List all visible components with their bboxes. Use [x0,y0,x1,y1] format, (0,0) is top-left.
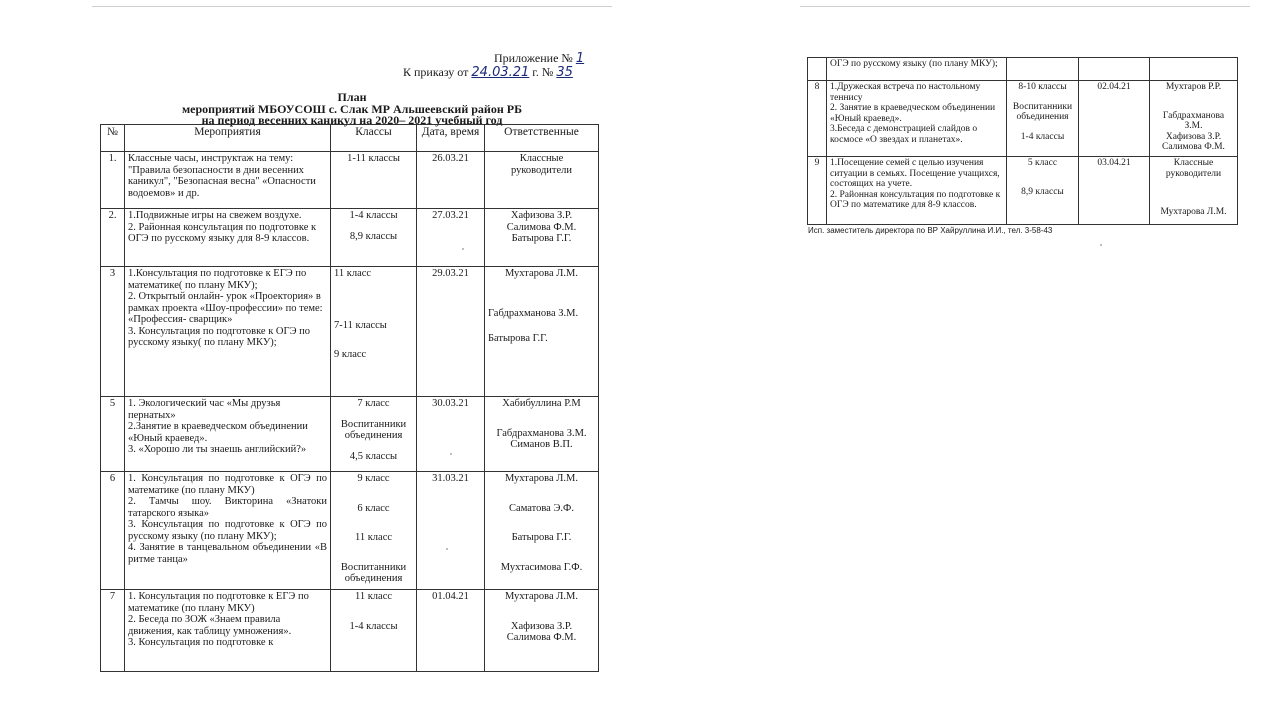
class-item: Воспитанники объединения [1012,101,1073,122]
row-responsible [485,152,599,209]
plan-table-continued [807,57,1238,225]
row-events [125,209,331,267]
row-classes [331,472,417,590]
plan-table [100,124,599,672]
class-item: 11 класс [354,591,393,602]
order-line [403,65,573,80]
table-row [101,152,599,209]
row-classes [1007,58,1079,81]
responsible-item: Классные руководители [1165,158,1222,179]
class-item: 5 класс [1027,158,1058,168]
class-item: 7 класс [357,398,390,409]
plan-title: План [337,90,367,104]
class-item: 1-4 классы [349,210,398,221]
row-classes [331,397,417,472]
responsible-item: Симанов В.П. [510,439,573,450]
class-item: 1-11 классы [347,153,400,164]
row-classes [1007,157,1079,225]
document-page-2 [800,0,1250,240]
row-events [827,81,1007,157]
row-date: 31.03.21 [417,472,485,590]
class-item: 9 класс [334,349,367,360]
row-classes [331,209,417,267]
responsible-item: Салимова Ф.М. [506,632,577,643]
class-item: 7-11 классы [334,319,387,331]
responsible-item: Хафизова З.Р. [1165,131,1222,142]
responsible-item: Габдрахманова З.М. [1162,110,1225,131]
row-date: 26.03.21 [417,152,485,209]
column-header-events: Мероприятия [125,125,331,152]
table-row [808,58,1238,81]
row-events [125,267,331,397]
row-date: 30.03.21 [417,397,485,472]
responsible-item: Мухтарова Л.М. [504,473,578,484]
responsible-item: Мухтарова Л.М. [504,591,578,602]
responsible-item: Салимова Ф.М. [1162,142,1225,152]
event-item: 3. «Хорошо ли ты знаешь английский?» [128,444,307,455]
plan-period: на период весенних каникул на 2020– 2021 учебный год [201,113,503,127]
row-responsible [1150,157,1238,225]
order-date-handwritten: 24.03.21 [471,65,530,80]
scan-speck [1100,244,1102,246]
responsible-item: Мухтарова Л.М. [504,268,578,279]
class-item: 6 класс [357,502,390,514]
responsible-item: Хафизова З.Р. [510,210,573,221]
table-row [808,81,1238,157]
row-events [125,590,331,672]
row-events [125,472,331,590]
row-date: 01.04.21 [417,590,485,672]
column-header-classes: Классы [331,125,417,152]
row-number: 5 [101,397,125,472]
event-item: 2. Районная консультация по подготовке к ОГЭ по русскому языку для 8-9 классов. [128,221,317,244]
row-number: 3 [101,267,125,397]
class-item: 8-10 классы [1018,82,1067,92]
row-number: 2. [101,209,125,267]
event-item: 1. Экологический час «Мы друзья пернатых» [128,398,281,421]
row-date [1079,58,1150,81]
class-item: Воспитанники объединения [340,561,407,584]
row-responsible [485,397,599,472]
class-item: 4,5 классы [349,450,398,462]
row-number [808,58,827,81]
row-number: 8 [808,81,827,157]
row-responsible [485,590,599,672]
row-number: 9 [808,157,827,225]
table-row [101,267,599,397]
plan-subtitle: мероприятий МБОУСОШ с. Слак МР Альшеевский район РБ [182,102,522,116]
responsible-item: Батырова Г.Г. [511,532,572,543]
row-date: 02.04.21 [1079,81,1150,157]
event-item: 2.Занятие в краеведческом объединении «Юный краевед». [128,421,308,444]
appendix-label: Приложение № [494,51,573,65]
table-row [808,157,1238,225]
row-events [827,157,1007,225]
row-responsible [1150,81,1238,157]
row-classes [331,590,417,672]
row-classes [1007,81,1079,157]
responsible-item: Хабибуллина Р.М [502,398,581,409]
class-item: 11 класс [334,268,372,279]
event-item: 1. Консультация по подготовке к ЕГЭ по математике (по плану МКУ) [128,591,309,614]
scan-speck [462,248,464,250]
class-item: Воспитанники объединения [340,418,407,441]
class-item: 1-4 классы [349,620,398,632]
responsible-item: Мухтарова Л.М. [1160,207,1227,217]
executor-note: Исп. заместитель директора по ВР Хайруллина И.И., тел. 3-58-43 [808,226,1053,235]
responsible-item: Габдрахманова З.М. [496,427,587,439]
row-events [125,152,331,209]
document-page-1 [92,0,612,720]
class-item: 8,9 классы [1021,186,1064,197]
order-mid: г. № [532,65,554,79]
event-item: 1.Подвижные игры на свежем воздухе. [128,210,302,221]
column-header-date: Дата, время [417,125,485,152]
column-header-number: № [101,125,125,152]
event-item: 4. Занятие в танцевальном объединении «В ритме танца» [128,542,327,565]
event-item: Классные часы, инструктаж на тему: "Правила безопасности в дни весенних каникул", "Безопасная весна" «Опасности водоемов» и др. [128,153,316,199]
row-date: 03.04.21 [1079,157,1150,225]
row-responsible [485,209,599,267]
appendix-line [494,51,584,66]
event-item: 2. Районная консультация по подготовке к ОГЭ по математике для 8-9 классов. [830,189,1001,210]
responsible-item: Батырова Г.Г. [511,233,572,244]
event-item: 1.Посещение семей с целью изучения ситуации в семьях. Посещение учащихся, состоящих на учете. [830,158,1000,189]
class-item: 8,9 классы [349,230,398,242]
event-item: 2. Открытый онлайн- урок «Проектория» в рамках проекта «Шоу-профессии» по теме: «Профессия- сварщик» [128,291,323,325]
responsible-item: Классные руководители [510,153,573,176]
event-item: 3. Консультация по подготовке к [128,637,274,648]
event-item: 2. Занятие в краеведческом объединении «Юный краевед». [830,103,996,124]
responsible-item: Мухтаров Р.Р. [1165,82,1222,92]
event-item: 1.Дружеская встреча по настольному теннису [830,82,981,103]
scan-speck [450,453,452,455]
order-number-handwritten: 35 [556,65,573,80]
class-item: 1-4 классы [1020,131,1065,142]
row-classes [331,267,417,397]
row-responsible [485,267,599,397]
table-header-row [101,125,599,152]
responsible-item: Габдрахманова З.М. [488,307,579,319]
table-row [101,397,599,472]
responsible-item: Батырова Г.Г. [488,333,548,344]
row-number: 1. [101,152,125,209]
scan-edge-line [92,6,612,7]
table-row [101,590,599,672]
event-item: 2. Беседа по ЗОЖ «Знаем правила движения, как таблицу умножения». [128,614,292,637]
class-item: 11 класс [354,532,393,543]
event-item: 2. Тамчы шоу. Викторина «Знатоки татарского языка» [128,496,327,519]
responsible-item: Хафизова З.Р. [510,620,573,632]
appendix-number-handwritten: 1 [575,51,585,66]
row-classes [331,152,417,209]
row-date: 29.03.21 [417,267,485,397]
responsible-item: Мухтасимова Г.Ф. [500,561,583,573]
scan-edge-line [800,6,1250,7]
responsible-item: Саматова Э.Ф. [509,502,574,514]
event-item: 3. Консультация по подготовке к ОГЭ по русскому языку( по плану МКУ); [128,325,311,348]
column-header-responsible: Ответственные [485,125,599,152]
row-number: 7 [101,590,125,672]
order-prefix: К приказу от [403,65,469,79]
table-row [101,209,599,267]
event-item: 3. Консультация по подготовке к ОГЭ по русскому языку (по плану МКУ); [128,519,327,542]
row-number: 6 [101,472,125,590]
row-responsible [485,472,599,590]
table-row [101,472,599,590]
event-item: 3.Беседа с демонстрацией слайдов о космосе «О звездах и планетах». [830,124,978,145]
row-events: ОГЭ по русскому языку (по плану МКУ); [827,58,1007,81]
responsible-item: Салимова Ф.М. [506,221,577,233]
row-events [125,397,331,472]
scan-speck [446,548,448,550]
event-item: 1.Консультация по подготовке к ЕГЭ по математике( по плану МКУ); [128,268,307,291]
class-item: 9 класс [357,473,390,484]
event-item: 1. Консультация по подготовке к ОГЭ по математике (по плану МКУ) [128,473,327,496]
row-responsible [1150,58,1238,81]
row-date: 27.03.21 [417,209,485,267]
